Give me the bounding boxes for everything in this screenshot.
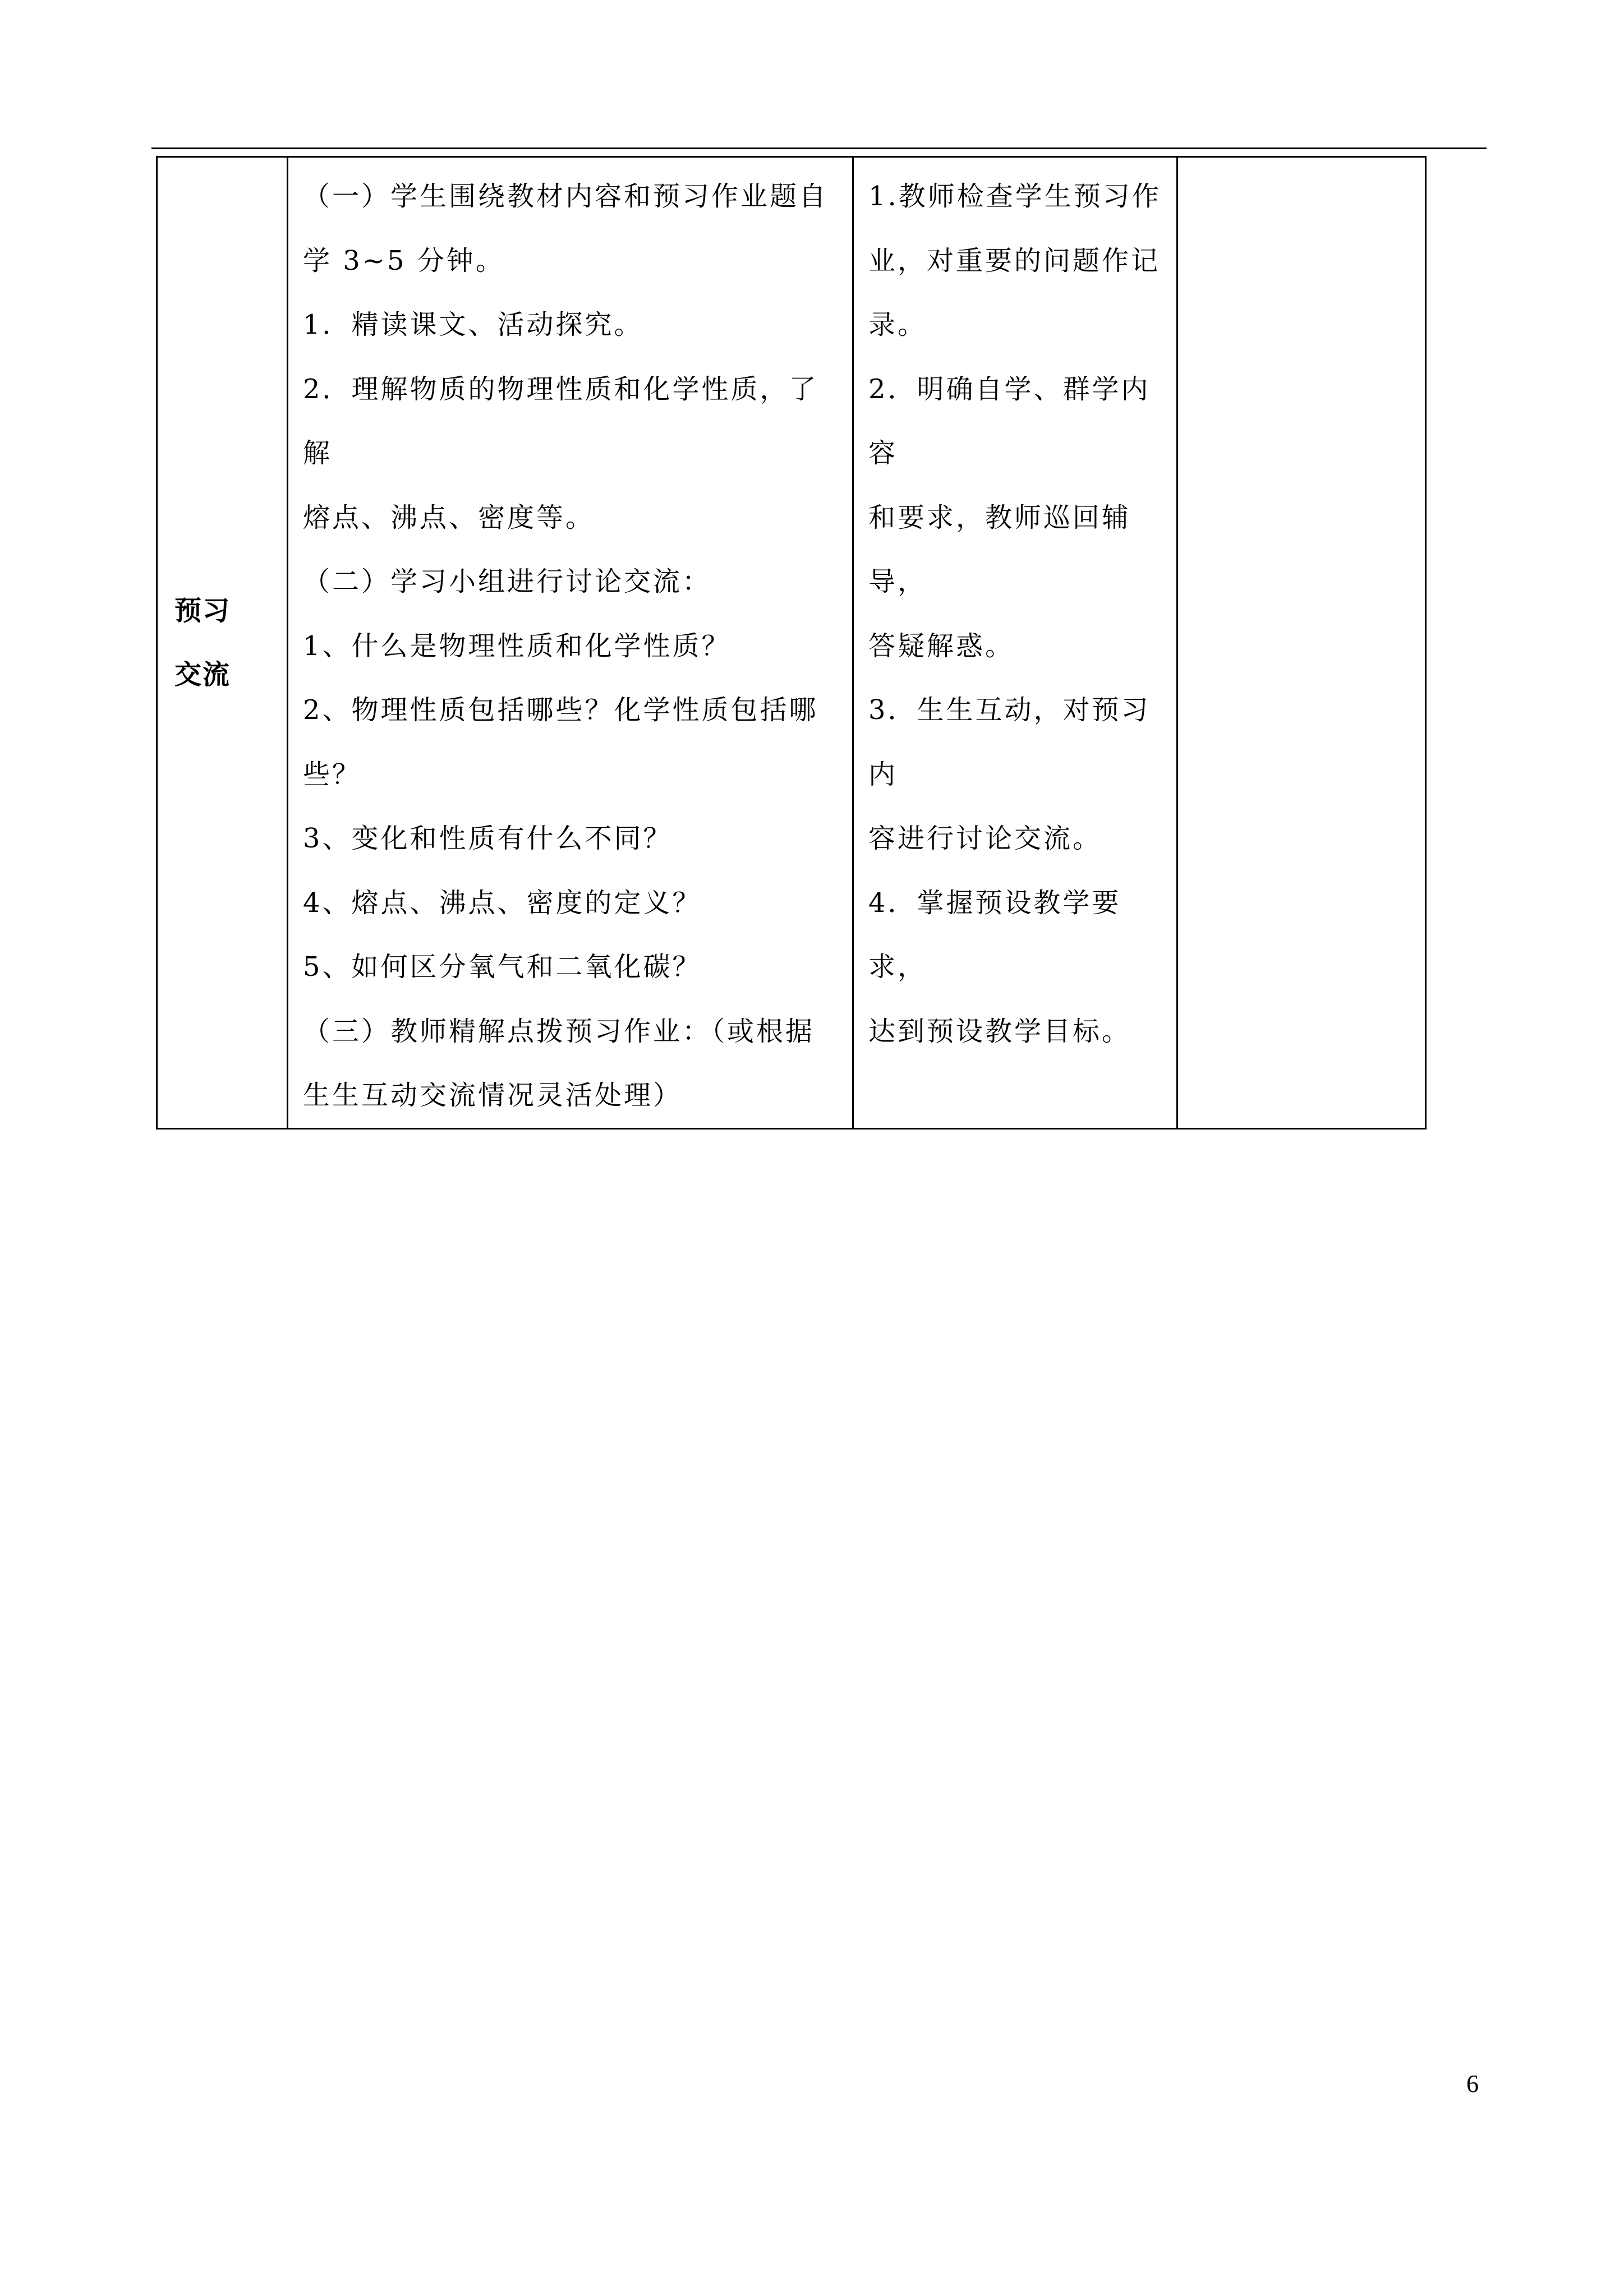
text-line: 5、如何区分氧气和二氧化碳？ <box>303 951 702 983</box>
stage-cell <box>157 157 288 1129</box>
student-activity-text <box>288 158 852 1128</box>
lesson-plan-table <box>156 156 1427 1129</box>
text-line: 学 3~5 分钟。 <box>303 245 505 276</box>
text-line: 2、物理性质包括哪些？化学性质包括哪 <box>303 694 818 726</box>
text-line: 4．掌握预设教学要求， <box>868 887 1121 983</box>
student-activity-cell <box>288 157 853 1129</box>
text-line: 2．明确自学、群学内容 <box>868 373 1151 469</box>
text-line: 和要求，教师巡回辅导， <box>868 501 1131 597</box>
text-line: 熔点、沸点、密度等。 <box>303 501 595 533</box>
text-line: 业，对重要的问题作记 <box>868 245 1161 276</box>
text-line: （一）学生围绕教材内容和预习作业题自 <box>303 181 829 212</box>
text-line: 4、熔点、沸点、密度的定义？ <box>303 887 702 919</box>
text-line: 录。 <box>868 309 927 340</box>
text-line: 3．生生互动，对预习内 <box>868 694 1151 790</box>
text-line: 些？ <box>303 758 362 790</box>
header-rule <box>151 147 1487 149</box>
text-line: 容进行讨论交流。 <box>868 823 1102 854</box>
text-line: （二）学习小组进行讨论交流： <box>303 566 712 597</box>
text-line: 答疑解惑。 <box>868 630 1015 662</box>
notes-cell <box>1177 157 1426 1129</box>
text-line: 2．理解物质的物理性质和化学性质，了解 <box>303 373 818 469</box>
stage-label-line: 交流 <box>174 658 231 690</box>
teacher-activity-text <box>854 158 1176 1063</box>
teacher-activity-cell <box>853 157 1177 1129</box>
text-line: 1.教师检查学生预习作 <box>868 181 1161 212</box>
stage-label <box>158 579 287 707</box>
text-line: 3、变化和性质有什么不同？ <box>303 823 673 854</box>
text-line: 生生互动交流情况灵活处理） <box>303 1080 683 1111</box>
text-line: 达到预设教学目标。 <box>868 1015 1131 1047</box>
table-row <box>157 157 1426 1129</box>
stage-label-line: 预习 <box>174 594 231 626</box>
text-line: 1．精读课文、活动探究。 <box>303 309 643 340</box>
page-number: 6 <box>1466 2070 1479 2097</box>
text-line: （三）教师精解点拨预习作业：（或根据 <box>303 1015 815 1047</box>
text-line: 1、什么是物理性质和化学性质？ <box>303 630 731 662</box>
